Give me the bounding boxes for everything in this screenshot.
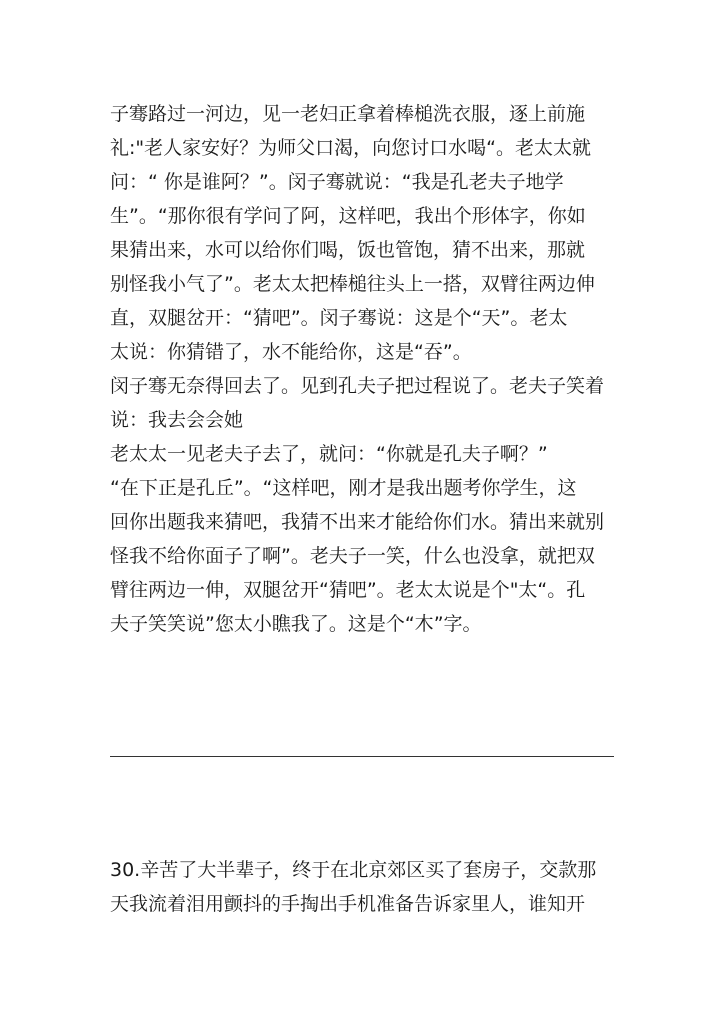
- text-line: 果猜出来，水可以给你们喝，饭也管饱，猜不出来，那就: [110, 239, 586, 261]
- text-line: 别怪我小气了”。老太太把棒槌往头上一搭，双臂往两边伸: [110, 273, 595, 295]
- section-divider: [110, 756, 614, 757]
- text-line: 30.辛苦了大半辈子，终于在北京郊区买了套房子，交款那: [110, 859, 597, 881]
- text-line: 夫子笑笑说”您太小瞧我了。这是个“木”字。: [110, 613, 482, 635]
- text-line: 臂往两边一伸，双腿岔开“猜吧”。老太太说是个"太“。孔: [110, 579, 586, 601]
- text-line: 生”。“那你很有学问了阿，这样吧，我出个形体字，你如: [110, 205, 586, 227]
- text-line: 回你出题我来猜吧，我猜不出来才能给你们水。猜出来就别: [110, 511, 605, 533]
- text-line: 闵子骞无奈得回去了。见到孔夫子把过程说了。老夫子笑着: [110, 375, 605, 397]
- next-item-paragraph: [110, 853, 620, 921]
- text-line: 子骞路过一河边，见一老妇正拿着棒槌洗衣服，逐上前施: [110, 103, 586, 125]
- text-line: 天我流着泪用颤抖的手掏出手机准备告诉家里人，谁知开: [110, 893, 586, 915]
- text-line: “在下正是孔丘”。“这样吧，刚才是我出题考你学生，这: [110, 477, 577, 499]
- text-line: 说：我去会会她: [110, 409, 244, 431]
- story-paragraph: [110, 97, 620, 641]
- text-line: 直，双腿岔开：“猜吧”。闵子骞说：这是个“天”。老太: [110, 307, 568, 329]
- text-line: 老太太一见老夫子去了，就问：“你就是孔夫子啊？”: [110, 443, 548, 465]
- text-line: 怪我不给你面子了啊”。老夫子一笑，什么也没拿，就把双: [110, 545, 595, 567]
- text-line: 礼:"老人家安好？为师父口渴，向您讨口水喝“。老太太就: [110, 137, 591, 159]
- text-line: 太说：你猜错了，水不能给你，这是“吞”。: [110, 341, 472, 363]
- text-line: 问：“ 你是谁阿？”。闵子骞就说：“我是孔老夫子地学: [110, 171, 564, 193]
